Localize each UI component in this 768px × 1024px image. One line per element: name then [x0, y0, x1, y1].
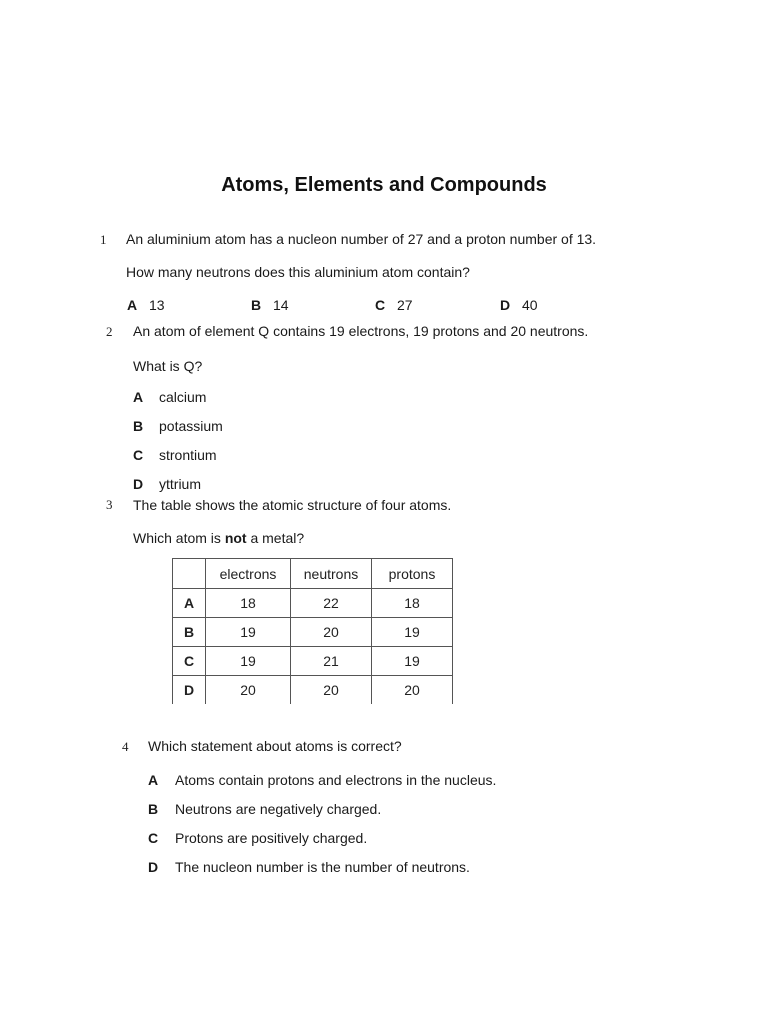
prompt-part: a metal? [246, 530, 305, 546]
option-letter: A [148, 772, 159, 788]
cell-protons: 20 [372, 676, 453, 705]
option-letter: B [251, 297, 262, 313]
option-text: yttrium [159, 476, 201, 492]
option-letter: A [127, 297, 138, 313]
cell-neutrons: 20 [291, 676, 372, 705]
option-text: Neutrons are negatively charged. [175, 801, 382, 817]
prompt-part: Which atom is [133, 530, 225, 546]
option-letter: C [133, 447, 144, 463]
question-1-stem: An aluminium atom has a nucleon number of 27 and a proton number of 13. [126, 231, 597, 247]
question-2-prompt: What is Q? [133, 358, 203, 374]
option-text: 14 [273, 297, 289, 313]
cell-electrons: 20 [206, 676, 291, 705]
option-text: potassium [159, 418, 223, 434]
atomic-structure-table [172, 558, 453, 704]
option-text: Protons are positively charged. [175, 830, 368, 846]
option-text: strontium [159, 447, 217, 463]
question-4-option-d[interactable] [148, 859, 470, 875]
question-3-prompt [133, 530, 304, 546]
question-4-option-a[interactable] [148, 772, 496, 788]
cell-protons: 18 [372, 589, 453, 618]
option-text: Atoms contain protons and electrons in the nucleus. [175, 772, 497, 788]
question-2-option-a[interactable] [133, 389, 206, 405]
option-letter: C [148, 830, 159, 846]
row-label: D [173, 676, 206, 705]
table-corner-cell [173, 559, 206, 589]
option-text: 27 [397, 297, 413, 313]
question-4-stem: Which statement about atoms is correct? [148, 738, 402, 754]
question-2-option-c[interactable] [133, 447, 217, 463]
table-header-row [173, 559, 453, 589]
table-row [173, 647, 453, 676]
cell-protons: 19 [372, 647, 453, 676]
option-text: 40 [522, 297, 538, 313]
option-letter: B [133, 418, 144, 434]
cell-electrons: 19 [206, 618, 291, 647]
header-protons: protons [372, 559, 453, 589]
question-1-option-d[interactable] [500, 297, 538, 313]
table-row [173, 618, 453, 647]
row-label: B [173, 618, 206, 647]
option-letter: A [133, 389, 144, 405]
cell-neutrons: 22 [291, 589, 372, 618]
question-3-number: 3 [106, 497, 113, 512]
option-letter: D [148, 859, 159, 875]
table-row [173, 589, 453, 618]
question-2-stem: An atom of element Q contains 19 electrons, 19 protons and 20 neutrons. [133, 323, 589, 339]
question-1-number: 1 [100, 232, 107, 247]
question-4-option-b[interactable] [148, 801, 381, 817]
option-text: The nucleon number is the number of neutrons. [175, 859, 470, 875]
header-neutrons: neutrons [291, 559, 372, 589]
question-1-prompt: How many neutrons does this aluminium atom contain? [126, 264, 470, 280]
question-4-option-c[interactable] [148, 830, 367, 846]
question-2-number: 2 [106, 324, 113, 339]
question-1-option-a[interactable] [127, 297, 165, 313]
header-electrons: electrons [206, 559, 291, 589]
question-2-option-b[interactable] [133, 418, 223, 434]
cell-neutrons: 20 [291, 618, 372, 647]
row-label: C [173, 647, 206, 676]
cell-protons: 19 [372, 618, 453, 647]
option-text: 13 [149, 297, 165, 313]
row-label: A [173, 589, 206, 618]
prompt-emphasis: not [224, 530, 247, 546]
question-1-option-b[interactable] [251, 297, 289, 313]
question-1-option-c[interactable] [375, 297, 413, 313]
question-2-option-d[interactable] [133, 476, 201, 492]
question-3-stem: The table shows the atomic structure of four atoms. [133, 497, 452, 513]
option-letter: D [500, 297, 511, 313]
question-4-number: 4 [122, 739, 129, 754]
cell-electrons: 19 [206, 647, 291, 676]
option-letter: C [375, 297, 386, 313]
table-row [173, 676, 453, 705]
option-letter: B [148, 801, 159, 817]
option-letter: D [133, 476, 144, 492]
cell-neutrons: 21 [291, 647, 372, 676]
page-title: Atoms, Elements and Compounds [221, 174, 547, 196]
cell-electrons: 18 [206, 589, 291, 618]
option-text: calcium [159, 389, 207, 405]
